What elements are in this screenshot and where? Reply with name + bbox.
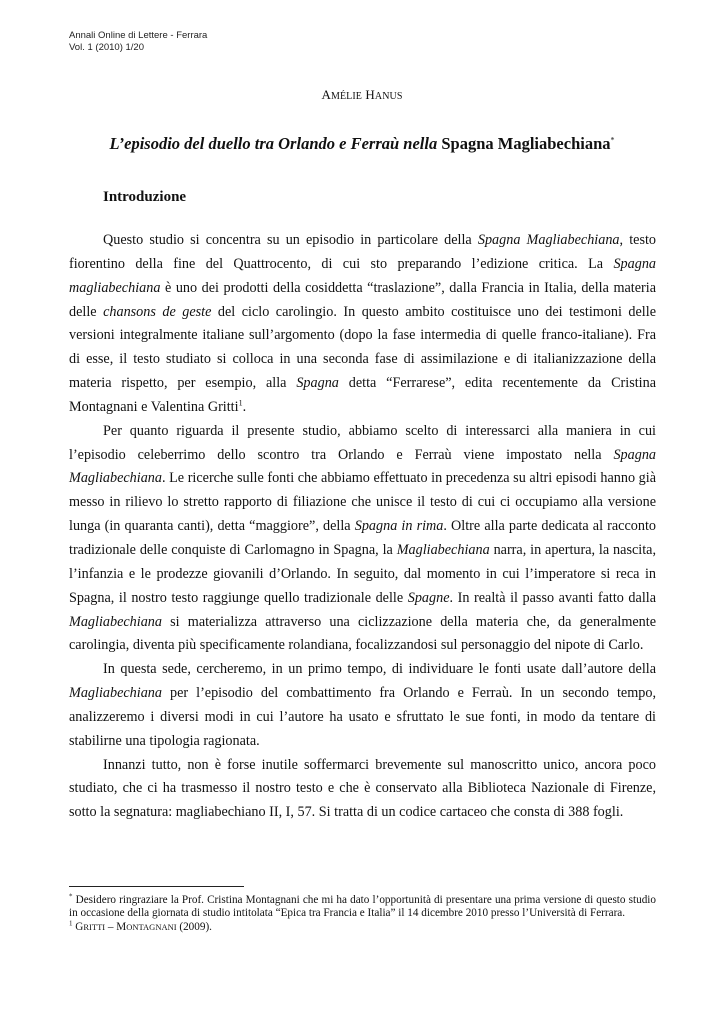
footnote-2-author-b-rest: ONTAGNANI xyxy=(126,921,177,932)
text-run: per l’episodio del combattimento fra Orlando e Ferraù. In un secondo tempo, analizzeremo i diversi modi in cui l’autore ha usato e sfruttato le sue fonti, in modo da tentare di stabilirne una tipologia ragionata. xyxy=(69,685,656,749)
footnotes xyxy=(69,894,656,934)
footnote-rule xyxy=(69,886,244,887)
text-run: detta “Ferrarese”, edita recentemente da Cristina Montagnani e Valentina Gritti xyxy=(69,375,656,415)
volume-page: Vol. 1 (2010) 1/20 xyxy=(69,42,144,53)
running-header xyxy=(69,30,207,54)
footnote-2 xyxy=(69,921,656,934)
footnote-2-dash: – xyxy=(105,920,117,933)
text-run: del ciclo carolingio. In questo ambito costituisce uno dei testimoni delle versioni integralmente italiane sull’argomento (dopo la fase intermedia di quelle franco-italiane). Fra di esse, il testo studiato si colloca in una seconda fase di assimilazione e di italianizzazione della materia rispetto, per esempio, alla xyxy=(69,303,656,392)
author-given-initial: A xyxy=(321,87,331,102)
text-run: narra, in apertura, la nascita, l’infanzia e le prodezze giovanili d’Orlando. In seguito, dal momento in cui l’imperatore si reca in Spagna, il nostro testo raggiunge quello tradizionale delle xyxy=(69,541,656,606)
footnote-ref[interactable]: 1 xyxy=(238,398,243,408)
italic-run: chansons de geste xyxy=(103,303,212,320)
text-run: è uno dei prodotti della cosiddetta “traslazione”, dalla Francia in Italia, della materia delle xyxy=(69,279,656,320)
text-run: In questa sede, cercheremo, in un primo tempo, di individuare le fonti usate dall’autore della xyxy=(103,661,656,678)
title-note-mark: * xyxy=(610,135,615,145)
body-paragraph xyxy=(69,754,656,826)
footnote-1 xyxy=(69,894,656,921)
text-run: Questo studio si concentra su un episodio in particolare della xyxy=(103,232,478,248)
italic-run: Spagna in rima xyxy=(354,518,444,535)
italic-run: Spagna xyxy=(296,375,339,392)
body-paragraph xyxy=(69,420,656,658)
italic-run: Magliabechiana xyxy=(69,613,162,630)
text-run: . Oltre alla parte dedicata al racconto tradizionale delle conquiste di Carlomagno in Spagna, la xyxy=(69,518,656,558)
footnote-2-year: (2009). xyxy=(176,920,212,933)
body-paragraph xyxy=(69,658,656,753)
italic-run: Magliabechiana xyxy=(69,685,162,702)
footnote-2-author-b-initial: M xyxy=(116,920,127,933)
italic-run: Spagna magliabechiana xyxy=(69,255,656,296)
italic-run: Spagna Magliabechiana xyxy=(477,232,620,248)
author-given-rest: MÉLIE xyxy=(330,91,363,102)
journal-name: Annali Online di Lettere - Ferrara xyxy=(69,30,208,41)
text-run: . In realtà il passo avanti fatto dalla xyxy=(449,589,657,606)
text-run: . Le ricerche sulle fonti che abbiamo effettuato in precedenza su altri episodi hanno già messo in rilievo lo stretto rapporto di filiazione che unisce il testo di cui ci occupiamo alla versione lunga (in quaranta canti), detta “maggiore”, della xyxy=(69,470,656,535)
title-roman: Spagna Magliabechiana xyxy=(441,134,611,153)
italic-run: Spagne xyxy=(407,589,450,606)
body-paragraph xyxy=(69,229,656,420)
italic-run: Magliabechiana xyxy=(396,541,490,558)
footnote-1-text: Desidero ringraziare la Prof. Cristina Montagnani che mi ha dato l’opportunità di presentare una prima versione di questo studio in occasione della giornata di studio intitolata “Epica tra Francia e Italia” il 14 dicembre 2010 presso l’Università di Ferrara. xyxy=(69,894,656,920)
paper-title xyxy=(0,134,724,154)
footnote-2-author-a-rest: RITTI xyxy=(83,921,106,932)
title-italic: L’episodio del duello tra Orlando e Ferraù nella xyxy=(109,134,438,153)
text-run: , testo fiorentino della fine del Quattrocento, di cui sto preparando l’edizione critica. La xyxy=(69,232,656,272)
text-run: Innanzi tutto, non è forse inutile soffermarci brevemente sul manoscritto unico, ancora poco studiato, che ci ha trasmesso il nostro testo e che è conservato alla Biblioteca Nazionale di Firenze, sotto la segnatura: magliabechiano II, I, 57. Si tratta di un codice cartaceo che consta di 388 fogli. xyxy=(69,756,656,821)
footnote-1-mark: * xyxy=(69,892,73,901)
text-run: Per quanto riguarda il presente studio, abbiamo scelto di interessarci alla maniera in cui l’episodio celeberrimo dello scontro tra Orlando e Ferraù viene impostato nella xyxy=(69,422,656,463)
footnote-2-author-a-initial: G xyxy=(75,920,84,933)
author-family-rest: ANUS xyxy=(374,91,403,102)
text-run: . xyxy=(242,398,247,415)
italic-run: Spagna Magliabechiana xyxy=(69,446,656,487)
section-heading: Introduzione xyxy=(103,189,187,205)
footnote-2-mark: 1 xyxy=(69,919,73,928)
author-family-initial: H xyxy=(365,87,375,102)
text-run: si materializza attraverso una ciclizzazione della materia che, da generalmente carolingia, diventa più specificamente rolandiana, focalizzandosi sul personaggio del nipote di Carlo. xyxy=(69,613,656,654)
author-name xyxy=(0,87,724,103)
body-text xyxy=(69,229,656,825)
